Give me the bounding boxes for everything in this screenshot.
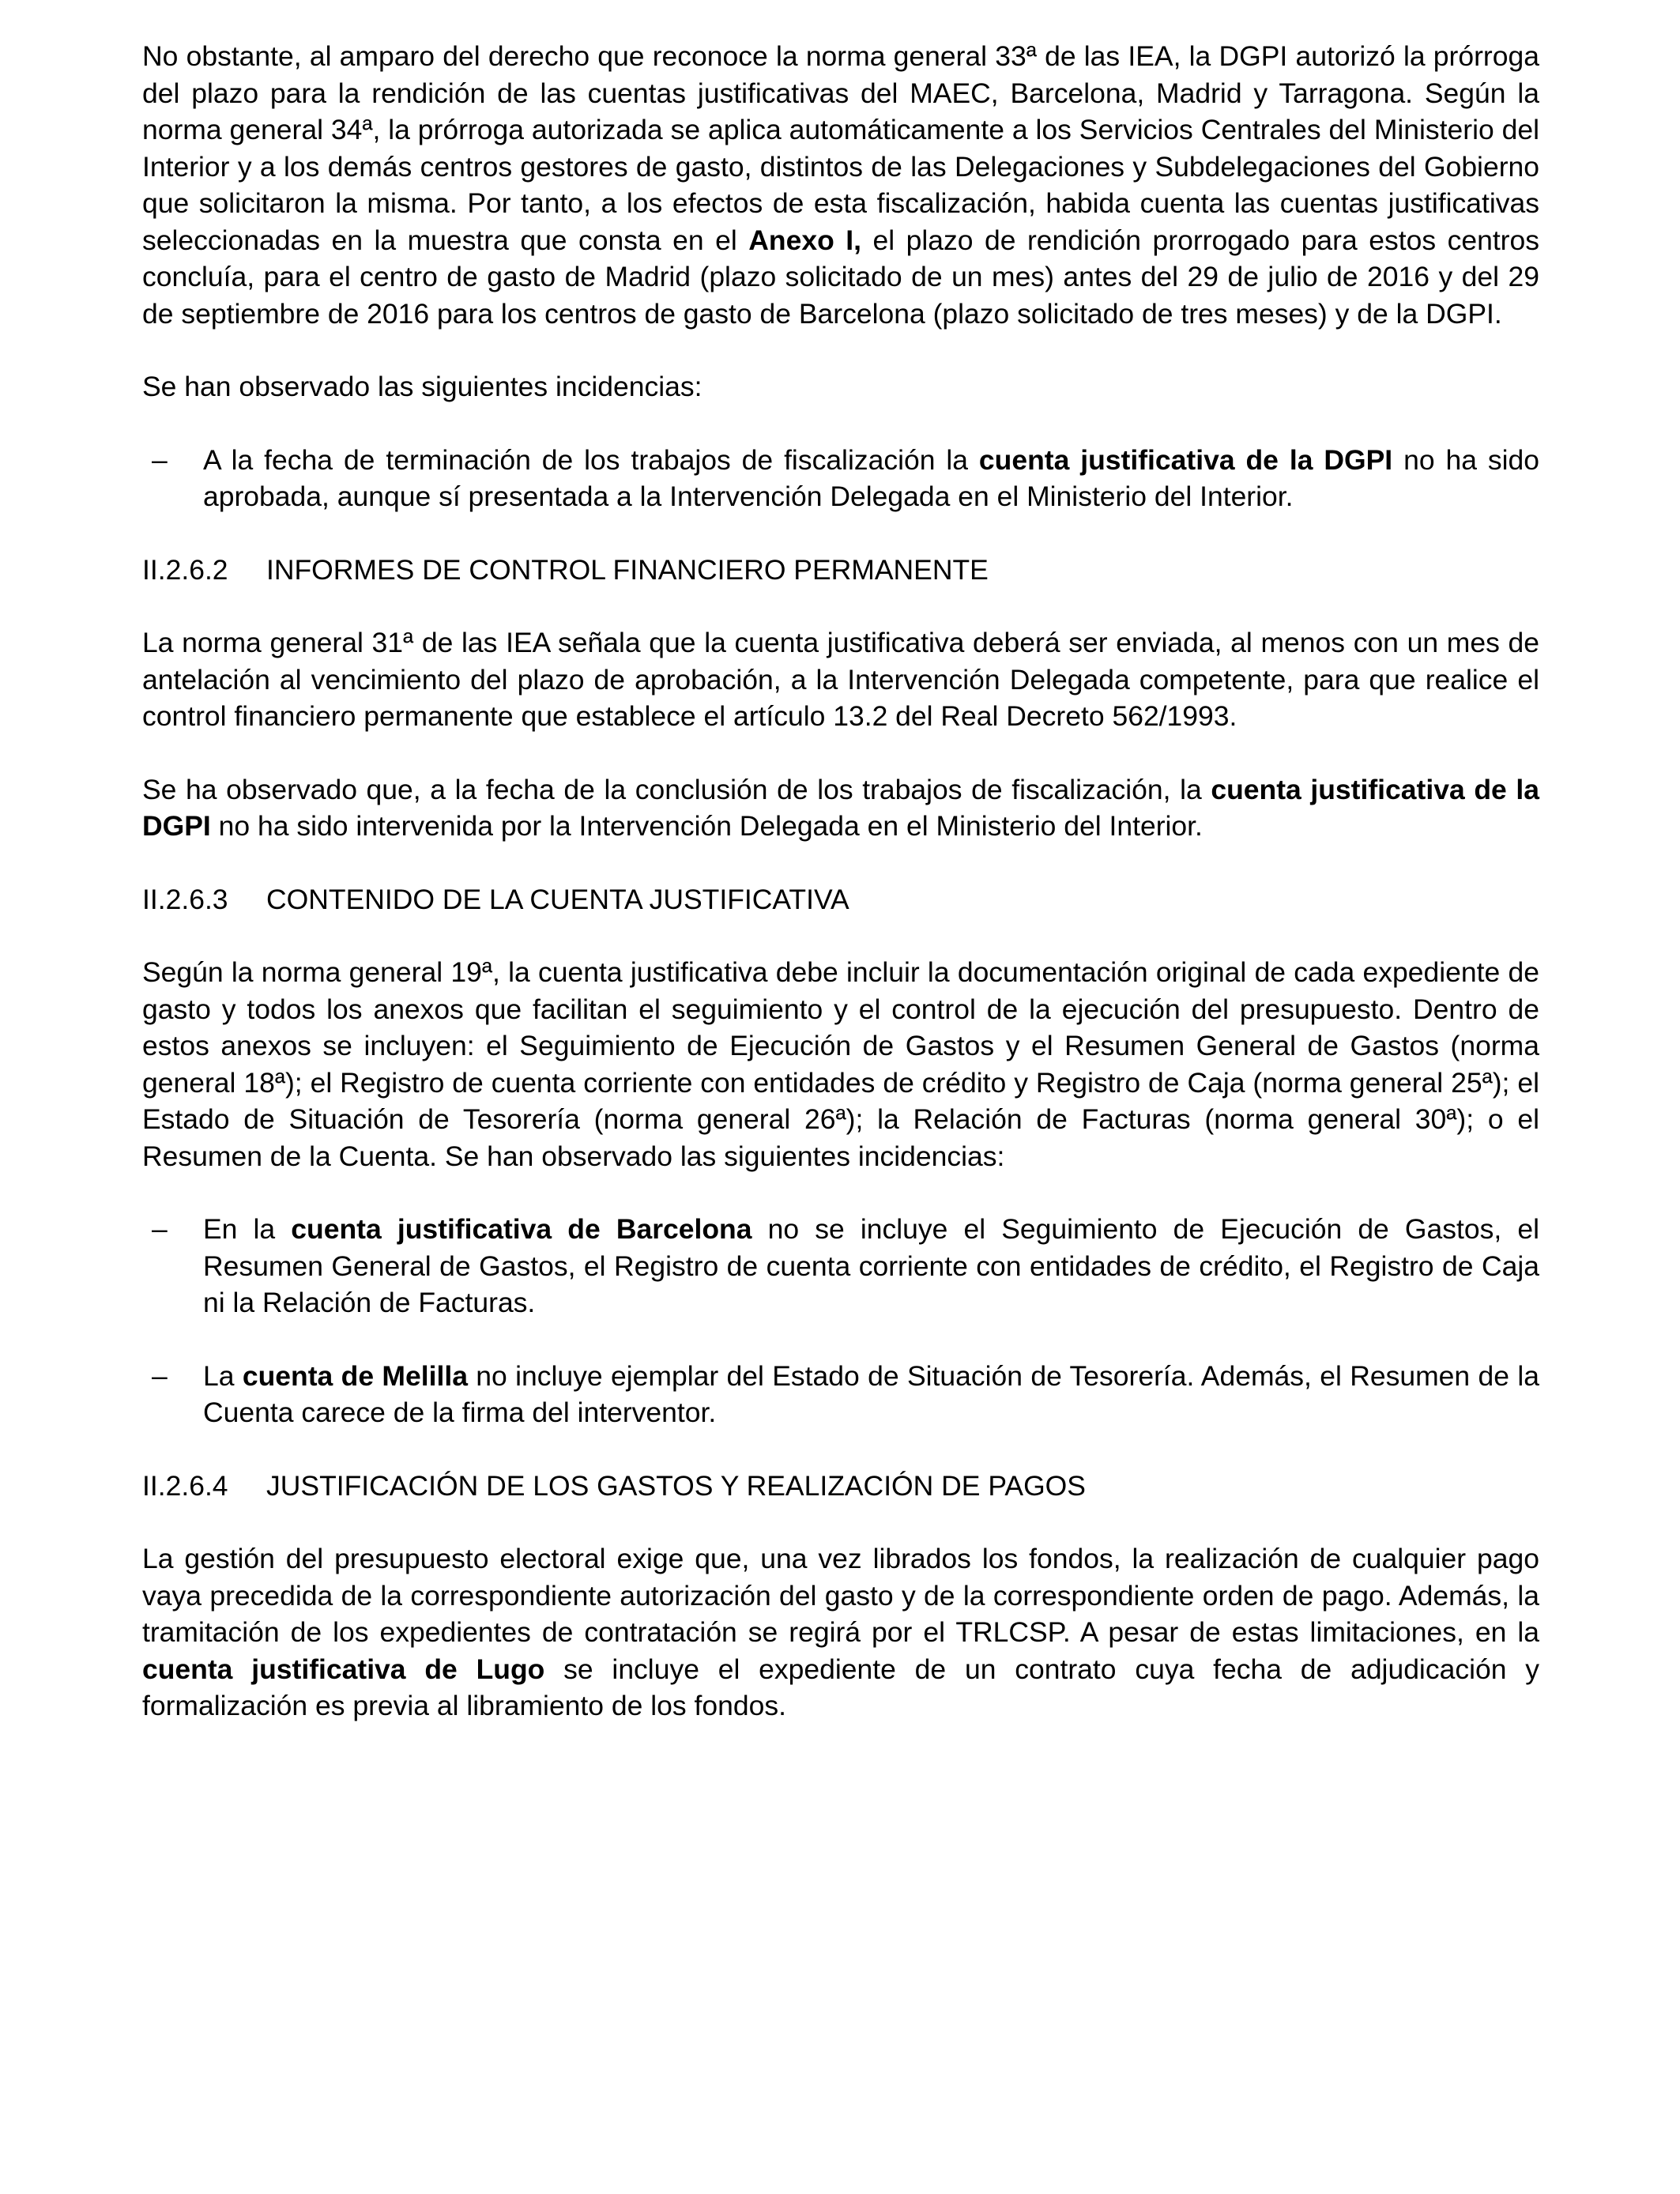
paragraph-prorroga	[142, 38, 1539, 332]
text: no se incluye el Seguimiento de Ejecución de Gastos, el Resumen General de Gastos, el Registro de cuenta corriente con entidades de crédito, el Registro de Caja ni la Relación de Facturas.	[203, 1213, 1539, 1318]
paragraph-norma-19: Según la norma general 19ª, la cuenta justificativa debe incluir la documentación original de cada expediente de gasto y todos los anexos que facilitan el seguimiento y el control de la ejecución del presupuesto. Dentro de estos anexos se incluyen: el Seguimiento de Ejecución de Gastos y el Resumen General de Gastos (norma general 18ª); el Registro de cuenta corriente con entidades de crédito y Registro de Caja (norma general 25ª); el Estado de Situación de Tesorería (norma general 26ª); la Relación de Facturas (norma general 30ª); o el Resumen de la Cuenta. Se han observado las siguientes incidencias:	[142, 956, 1539, 1172]
bullet-dash: –	[152, 1359, 168, 1392]
bullet-item-barcelona	[142, 1211, 1539, 1321]
bold-text: Anexo I,	[748, 224, 861, 256]
paragraph-gestion-presupuesto	[142, 1540, 1539, 1725]
section-number: II.2.6.2	[142, 553, 228, 586]
bullet-item-melilla	[142, 1358, 1539, 1431]
section-heading-contenido-cuenta	[142, 881, 1539, 918]
bold-text: cuenta justificativa de Barcelona	[291, 1213, 752, 1245]
bullet-dash: –	[152, 1213, 168, 1245]
section-heading-informes-control	[142, 552, 1539, 589]
bullet-item-dgpi-aprobacion	[142, 442, 1539, 515]
bold-text: cuenta de Melilla	[242, 1359, 468, 1392]
text: no incluye ejemplar del Estado de Situación de Tesorería. Además, el Resumen de la Cuenta carece de la firma del interventor.	[203, 1359, 1539, 1428]
text: No obstante, al amparo del derecho que reconoce la norma general 33ª de las IEA, la DGPI autorizó la prórroga del plazo para la rendición de las cuentas justificativas del MAEC, Barcelona, Madrid y Tarragona. Según la norma general 34ª, la prórroga autorizada se aplica automáticamente a los Servicios Centrales del Ministerio del Interior y a los demás centros gestores de gasto, distintos de las Delegaciones y Subdelegaciones del Gobierno que solicitaron la misma. Por tanto, a los efectos de esta fiscalización, habida cuenta las cuentas justificativas seleccionadas en la muestra que consta en el	[142, 40, 1539, 256]
section-title: CONTENIDO DE LA CUENTA JUSTIFICATIVA	[266, 883, 849, 915]
text: se incluye el expediente de un contrato cuya fecha de adjudicación y formalización es previa al libramiento de los fondos.	[142, 1653, 1539, 1721]
paragraph-norma-31: La norma general 31ª de las IEA señala que la cuenta justificativa deberá ser enviada, al menos con un mes de antelación al vencimiento del plazo de aprobación, a la Intervención Delegada competente, para que realice el control financiero permanente que establece el artículo 13.2 del Real Decreto 562/1993.	[142, 627, 1539, 732]
text: Se ha observado que, a la fecha de la conclusión de los trabajos de fiscalización, la	[142, 773, 1211, 805]
document-page	[142, 38, 1539, 1761]
section-heading-justificacion-gastos	[142, 1468, 1539, 1505]
section-title: JUSTIFICACIÓN DE LOS GASTOS Y REALIZACIÓN DE PAGOS	[266, 1469, 1086, 1502]
text: La gestión del presupuesto electoral exige que, una vez librados los fondos, la realización de cualquier pago vaya precedida de la correspondiente autorización del gasto y de la correspondiente orden de pago. Además, la tramitación de los expedientes de contratación se regirá por el TRLCSP. A pesar de estas limitaciones, en la	[142, 1543, 1539, 1648]
section-number: II.2.6.4	[142, 1469, 228, 1502]
section-title: INFORMES DE CONTROL FINANCIERO PERMANENTE	[266, 553, 989, 586]
text: no ha sido intervenida por la Intervención Delegada en el Ministerio del Interior.	[210, 810, 1203, 842]
text: A la fecha de terminación de los trabajos de fiscalización la	[203, 443, 979, 476]
text: el plazo de rendición prorrogado para estos centros concluía, para el centro de gasto de Madrid (plazo solicitado de un mes) antes del 29 de julio de 2016 y del 29 de septiembre de 2016 para los centros de gasto de Barcelona (plazo solicitado de tres meses) y de la DGPI.	[142, 224, 1539, 330]
bold-text: cuenta justificativa de la DGPI	[978, 443, 1393, 476]
paragraph-dgpi-intervenida	[142, 771, 1539, 845]
bold-text: cuenta justificativa de la DGPI	[142, 773, 1539, 842]
paragraph-incidencias-intro: Se han observado las siguientes incidencias:	[142, 371, 703, 402]
bold-text: cuenta justificativa de Lugo	[142, 1653, 545, 1685]
bullet-dash: –	[152, 443, 168, 476]
text: La	[203, 1359, 243, 1392]
text: En la	[203, 1213, 292, 1245]
text: no ha sido aprobada, aunque sí presentada a la Intervención Delegada en el Ministerio del Interior.	[203, 443, 1539, 512]
section-number: II.2.6.3	[142, 883, 228, 915]
